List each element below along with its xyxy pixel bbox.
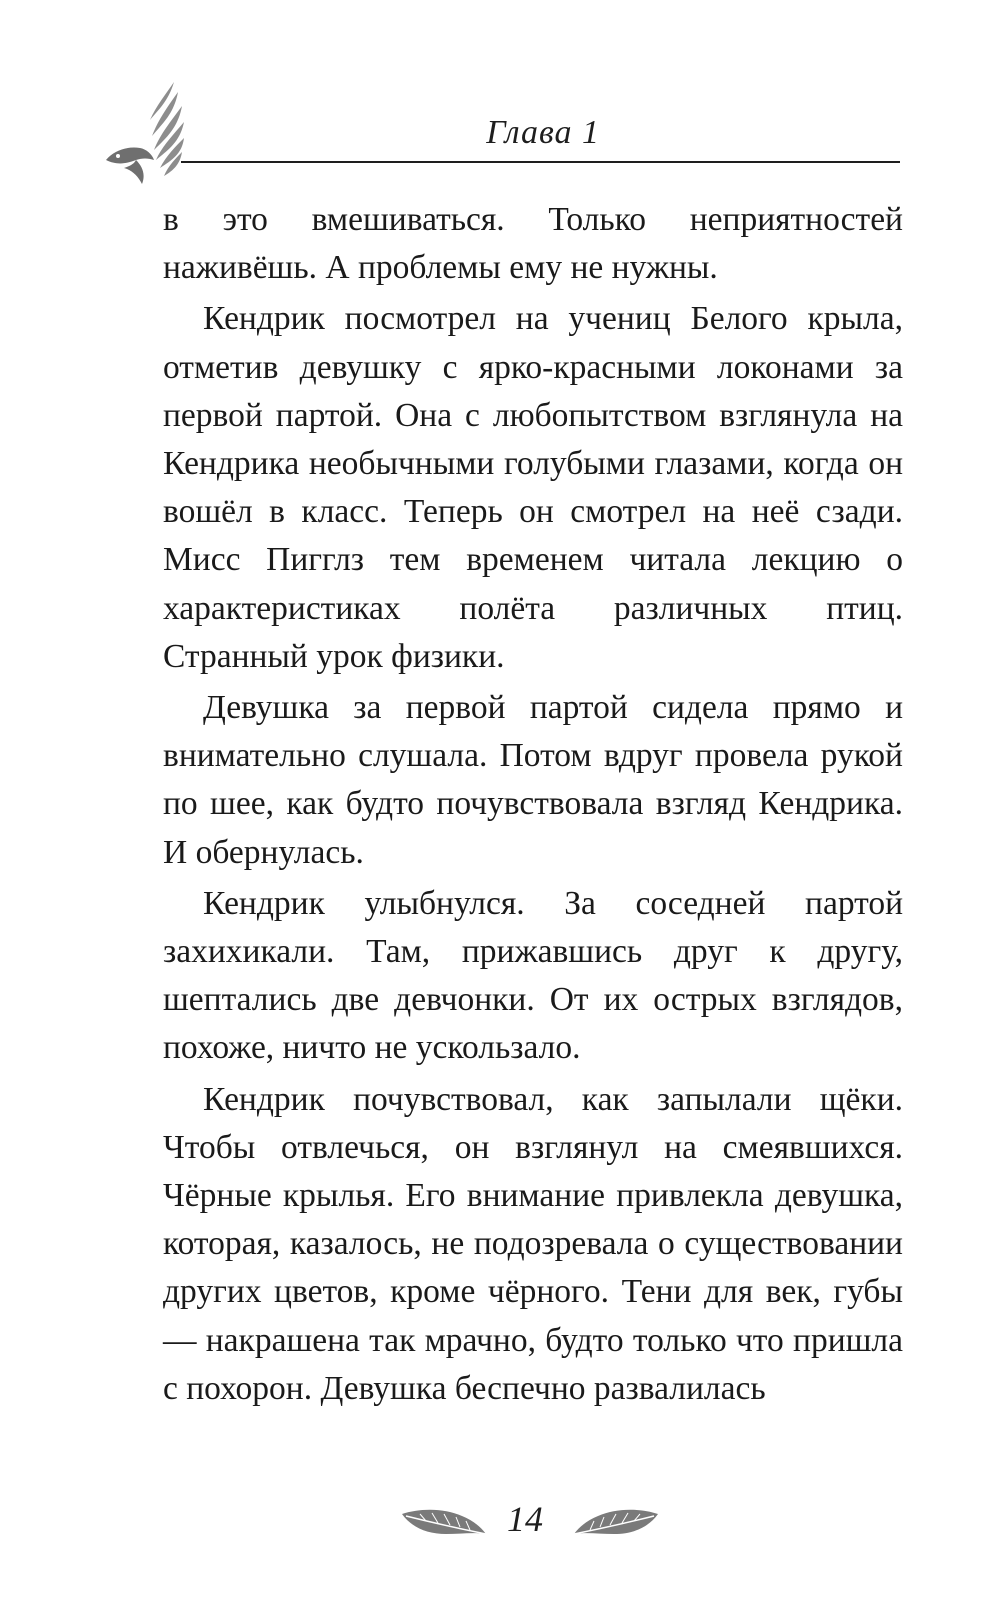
wing-icon [96, 80, 196, 190]
page-number: 14 [507, 1499, 543, 1539]
paragraph: в это вмешиваться. Только неприятностей наживёшь. А проблемы ему не нужны. [163, 201, 903, 287]
paragraph: Кендрик посмотрел на учениц Белого крыла, отметив девушку с ярко-красными локонами за первой партой. Она с любопытством взглянула на Кендрика необычными голубыми глазами, когда он вошёл в класс. Теперь он смотрел на неё сзади. Мисс Пигглз тем временем читала лекцию о характеристиках полёта различных птиц. Странный урок физики. [163, 300, 903, 675]
paragraph: Кендрик почувствовал, как запылали щёки. Чтобы отвлечься, он взглянул на смеявшихся. Чёрные крылья. Его внимание привлекла девушка, которая, казалось, не подозревала о существовании других цветов, кроме чёрного. Тени для век, губы — накрашена так мрачно, будто только что пришла с похорон. Девушка беспечно развалилась [163, 1080, 903, 1407]
feather-icon [400, 1504, 490, 1544]
header-divider [181, 161, 900, 163]
paragraph: Девушка за первой партой сидела прямо и внимательно слушала. Потом вдруг провела рукой по шее, как будто почувствовала взгляд Кендрика. И обернулась. [163, 689, 903, 871]
feather-icon [570, 1504, 660, 1544]
page-footer [0, 1498, 1000, 1558]
page-body [163, 196, 903, 1416]
chapter-title: Глава 1 [486, 114, 600, 151]
running-header [96, 80, 900, 180]
paragraph: Кендрик улыбнулся. За соседней партой захихикали. Там, прижавшись друг к другу, шептались две девчонки. От их острых взглядов, похоже, ничто не ускользало. [163, 884, 903, 1067]
